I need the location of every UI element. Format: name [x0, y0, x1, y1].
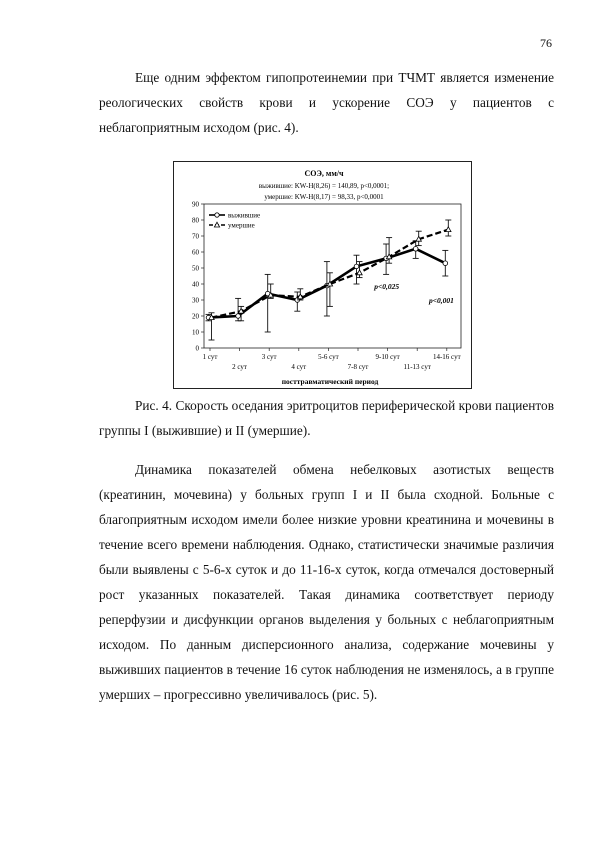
- plot-area: [192, 201, 461, 372]
- y-tick-label: 20: [192, 312, 199, 321]
- y-tick-label: 30: [192, 296, 199, 305]
- x-tick-label: 11-13 сут: [403, 363, 431, 371]
- x-tick-label: 3 сут: [261, 353, 277, 361]
- chart-subtitle-line-2: умершие: KW-H(8,17) = 98,33, p<0,0001: [264, 193, 384, 201]
- x-tick-label: 2 сут: [232, 363, 248, 371]
- paragraph-2-text: Динамика показателей обмена небелковых азотистых веществ (креатинин, мочевина) у больных групп I и II была сходной. Больные с благоприятным исходом имели более низкие уровни креатинина и мочевины в течение всего времени наблюдения. Однако, статистически значимые различия были выявлены с 5-6-х суток и до 11-16-х суток, когда отмечался достоверный рост указанных показателей. Такая динамика соответствует периоду реперфузии и дисфункции органов выделения у больных с неблагоприятным исходом. По данным дисперсионного анализа, содержание мочевины у выживших пациентов в течение 16 суток наблюдения не изменялось, а в группе умерших – прогрессивно увеличивалось (рис. 5).: [99, 462, 554, 702]
- page-number: 76: [540, 36, 552, 50]
- chart-title: СОЭ, мм/ч: [304, 169, 344, 178]
- x-tick-label: 7-8 сут: [347, 363, 369, 371]
- y-tick-label: 10: [192, 328, 199, 337]
- chart-svg: [174, 162, 471, 388]
- chart-x-axis-label: посттравматический период: [281, 377, 379, 386]
- y-tick-label: 40: [192, 280, 199, 289]
- legend-label-deceased: умершие: [228, 221, 255, 230]
- data-point-survivors: [236, 314, 241, 319]
- y-tick-label: 70: [192, 232, 199, 241]
- paragraph-1: [99, 65, 554, 140]
- x-tick-label: 1 сут: [202, 353, 218, 361]
- legend-label-survivors: выжившие: [228, 211, 261, 220]
- paragraph-2: [99, 457, 554, 707]
- y-tick-label: 90: [192, 200, 199, 209]
- figure-caption-text: Рис. 4. Скорость оседания эритроцитов периферической крови пациентов группы I (выжившие) и II (умершие).: [99, 398, 554, 438]
- y-tick-label: 0: [195, 344, 199, 353]
- data-point-survivors: [443, 261, 448, 266]
- chart-subtitle-line-1: выжившие: KW-H(8,26) = 140,89, p<0,0001;: [258, 182, 390, 190]
- y-tick-label: 50: [192, 264, 199, 273]
- data-point-survivors: [413, 247, 418, 252]
- y-tick-label: 80: [192, 216, 199, 225]
- legend-marker-survivors: [215, 213, 219, 217]
- paragraph-1-text: Еще одним эффектом гипопротеинемии при ТЧМТ является изменение реологических свойств крови и ускорение СОЭ у пациентов с неблагоприятным исходом (рис. 4).: [99, 70, 554, 135]
- data-point-survivors: [354, 264, 359, 269]
- significance-annotation: p<0,001: [429, 296, 454, 306]
- figure-chart: [173, 161, 472, 389]
- y-tick-label: 60: [192, 248, 199, 257]
- x-tick-label: 4 сут: [291, 363, 307, 371]
- x-tick-label: 9-10 сут: [375, 353, 400, 361]
- x-tick-label: 14-16 сут: [432, 353, 461, 361]
- x-tick-label: 5-6 сут: [318, 353, 339, 361]
- figure-caption: [99, 393, 554, 443]
- significance-annotation: p<0,025: [374, 281, 400, 291]
